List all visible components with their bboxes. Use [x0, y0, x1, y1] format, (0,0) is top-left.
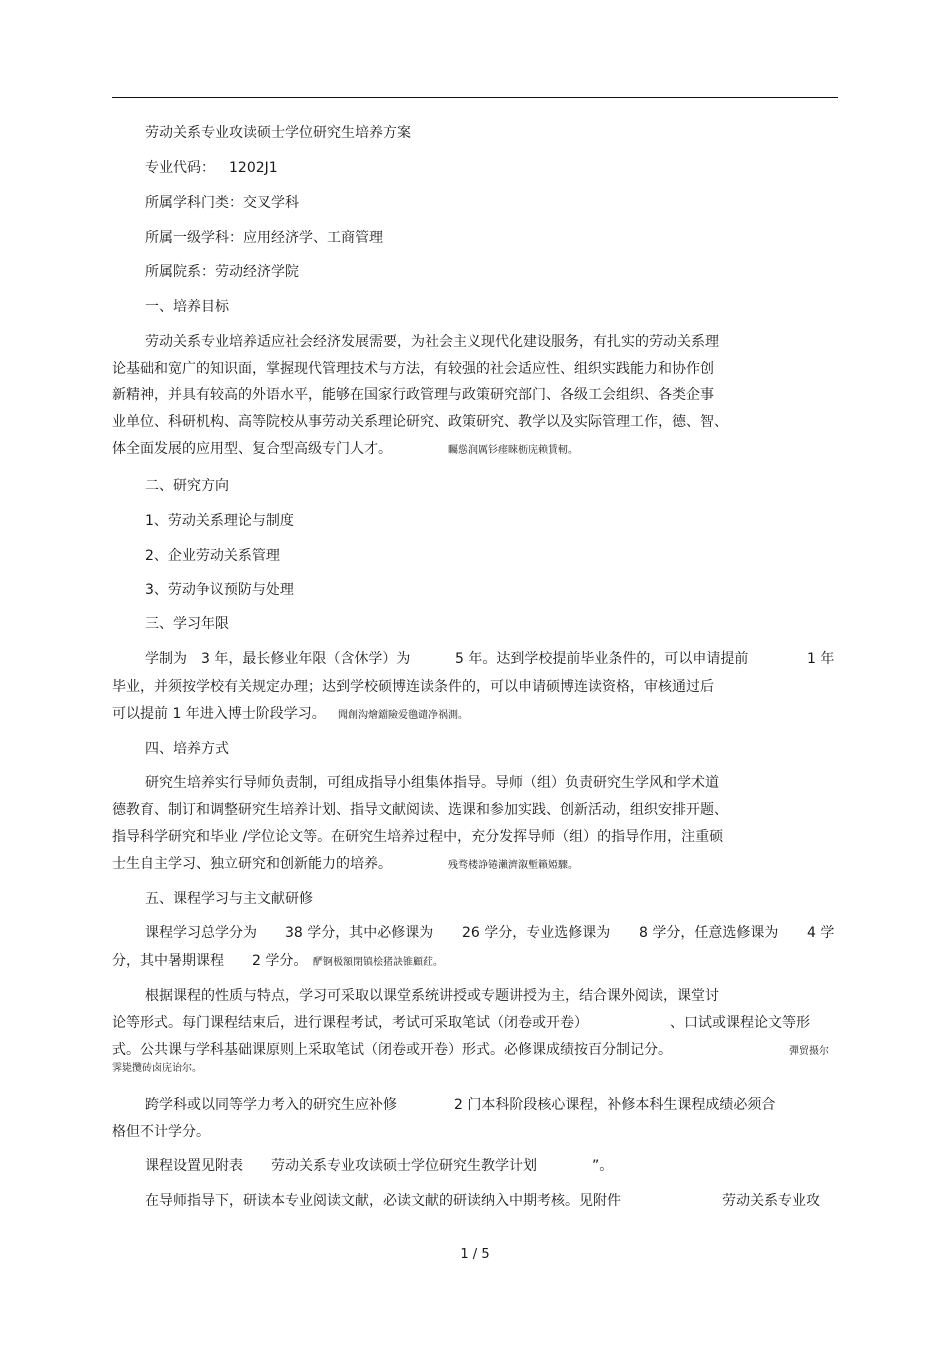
text-fragment: 5 年。达到学校提前毕业条件的，可以申请提前	[455, 651, 749, 667]
paragraph-line: 论等形式。每门课程结束后，进行课程考试，考试可采取笔试（闭卷或开卷）	[112, 1015, 588, 1031]
inline-note: 酽锕极額閉镇桧猪訣锥顧荭。	[313, 957, 443, 968]
text-fragment: 3 年，最长修业年限（含休学）为	[201, 651, 411, 667]
paragraph-line: 德教育、制订和调整研究生培养计划、指导文献阅读、选课和参加实践、创新活动，组织安排开题、	[112, 802, 728, 818]
department: 所属院系：劳动经济学院	[145, 264, 299, 280]
text-fragment: 2 门本科阶段核心课程，补修本科生课程成绩必须合	[454, 1097, 776, 1113]
section-heading: 二、研究方向	[145, 478, 229, 494]
text-fragment: 劳动关系专业攻	[722, 1193, 820, 1209]
text-fragment: 跨学科或以同等学力考入的研究生应补修	[145, 1097, 397, 1113]
paragraph-line: 体全面发展的应用型、复合型高级专门人才。	[112, 441, 392, 457]
text-fragment: 分，其中暑期课程	[112, 953, 224, 969]
text-fragment: 26 学分，专业选修课为	[462, 925, 611, 941]
discipline-category: 所属学科门类：交叉学科	[145, 195, 299, 211]
text-fragment: 在导师指导下，研读本专业阅读文献，必读文献的研读纳入中期考核。见附件	[145, 1193, 621, 1209]
text-fragment: 1 年	[807, 651, 835, 667]
text-fragment: 课程设置见附表	[145, 1158, 243, 1174]
code-label: 专业代码：	[145, 160, 215, 176]
text-fragment: 劳动关系专业攻读硕士学位研究生教学计划	[271, 1158, 537, 1174]
paragraph-line: 可以提前 1 年进入博士阶段学习。	[112, 706, 326, 722]
text-fragment: 、口试或课程论文等形	[670, 1015, 810, 1031]
header-rule	[112, 97, 838, 98]
section-heading: 五、课程学习与主文献研修	[145, 891, 313, 907]
code-value: 1202J1	[229, 160, 278, 176]
inline-note: 聞創沟燴鐺險爱氇谴净祸測。	[338, 710, 468, 721]
text-fragment: 38 学分，其中必修课为	[285, 925, 434, 941]
text-fragment: 2 学分。	[252, 953, 308, 969]
inline-note: 残骛楼諍锩瀨濟溆塹籟婭驟。	[448, 860, 578, 871]
paragraph-line: 格但不计学分。	[112, 1124, 210, 1140]
paragraph-line: 业单位、科研机构、高等院校从事劳动关系理论研究、政策研究、教学以及实际管理工作，德、智、	[112, 414, 728, 430]
section-heading: 三、学习年限	[145, 616, 229, 632]
text-fragment: ”。	[592, 1158, 614, 1174]
inline-note: 彈贸摄尔	[789, 1046, 829, 1057]
paragraph-line: 根据课程的性质与特点，学习可采取以课堂系统讲授或专题讲授为主，结合课外阅读，课堂讨	[145, 988, 719, 1004]
paragraph-line: 毕业，并须按学校有关规定办理；达到学校硕博连读条件的，可以申请硕博连读资格，审核通过后	[112, 679, 714, 695]
paragraph-line: 论基础和宽广的知识面，掌握现代管理技术与方法，有较强的社会适应性、组织实践能力和协作创	[112, 361, 714, 377]
paragraph-line: 指导科学研究和毕业 /学位论文等。在研究生培养过程中，充分发挥导师（组）的指导作用，注重硕	[112, 829, 724, 845]
inline-note: 霁毙攬砖卤庑诒尔。	[112, 1063, 202, 1074]
list-item: 2、企业劳动关系管理	[145, 548, 280, 564]
text-fragment: 学制为	[145, 651, 187, 667]
text-fragment: 课程学习总学分为	[145, 925, 257, 941]
text-fragment: 8 学分，任意选修课为	[639, 925, 779, 941]
document-title: 劳动关系专业攻读硕士学位研究生培养方案	[145, 125, 411, 141]
paragraph-line: 新精神，并具有较高的外语水平，能够在国家行政管理与政策研究部门、各级工会组织、各类企事	[112, 387, 714, 403]
text-fragment: 4 学	[807, 925, 835, 941]
paragraph-line: 式。公共课与学科基础课原则上采取笔试（闭卷或开卷）形式。必修课成绩按百分制记分。	[112, 1042, 672, 1058]
paragraph-line: 劳动关系专业培养适应社会经济发展需要，为社会主义现代化建设服务，有扎实的劳动关系理	[145, 334, 719, 350]
section-heading: 一、培养目标	[145, 299, 229, 315]
first-level-discipline: 所属一级学科：应用经济学、工商管理	[145, 230, 383, 246]
section-heading: 四、培养方式	[145, 741, 229, 757]
page-number: 1 / 5	[460, 1247, 490, 1262]
list-item: 3、劳动争议预防与处理	[145, 582, 294, 598]
paragraph-line: 研究生培养实行导师负责制，可组成指导小组集体指导。导师（组）负责研究生学风和学术道	[145, 775, 719, 791]
list-item: 1、劳动关系理论与制度	[145, 513, 294, 529]
inline-note: 矚慫润厲钐瘗睞枥庑赖賃軔。	[448, 445, 578, 456]
paragraph-line: 士生自主学习、独立研究和创新能力的培养。	[112, 856, 392, 872]
